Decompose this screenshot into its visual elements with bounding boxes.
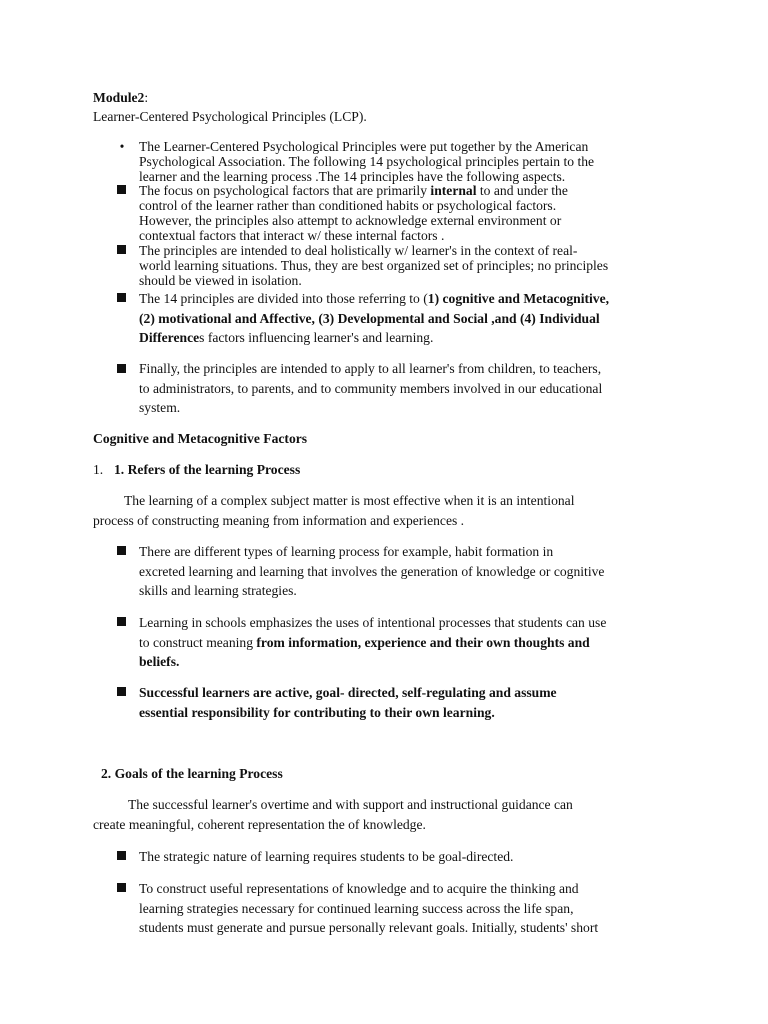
section-heading: Cognitive and Metacognitive Factors: [93, 431, 308, 446]
square-bullet-icon: [117, 883, 126, 892]
intro-bullet-4: The 14 principles are divided into those referring to (1) cognitive and Metacognitive, (2) motivational and Affective, (3) Developmental and Social ,and (4) Individual Differences factors influencing learner's and learning.: [139, 291, 610, 345]
intro-bullet-1: The Learner-Centered Psychological Principles were put together by the American Psychological Association. The following 14 psychological principles pertain to the learner and the learning process .The 14 principles have the following aspects.: [139, 139, 595, 184]
section1-para-line-2: process of constructing meaning from information and experiences .: [93, 513, 465, 528]
section2-bullet-1: The strategic nature of learning requires students to be goal-directed.: [139, 849, 514, 864]
section-subheading: 1. Refers of the learning Process: [114, 462, 301, 477]
section-subheading: 2. Goals of the learning Process: [101, 766, 283, 781]
intro-bullet-5: Finally, the principles are intended to apply to all learner's from children, to teachers, to administrators, to parents, and to community members involved in our educational system.: [139, 361, 603, 415]
section1-bullet-2: Learning in schools emphasizes the uses of intentional processes that students can use to construct meaning from information, experience and their own thoughts and beliefs.: [139, 615, 607, 669]
square-bullet-icon: [117, 617, 126, 626]
module-subtitle: Learner-Centered Psychological Principles (LCP).: [93, 109, 367, 124]
section-number: 1.: [93, 462, 104, 477]
section2-para-line-2: create meaningful, coherent representation the of knowledge.: [93, 817, 426, 832]
section1-para-line-1: The learning of a complex subject matter is most effective when it is an intentional: [124, 493, 575, 508]
section1-bullet-1: There are different types of learning process for example, habit formation in excreted learning and learning that involves the generation of knowledge or cognitive skills and learning strategies.: [139, 544, 605, 598]
section1-bullet-3: Successful learners are active, goal- directed, self-regulating and assume essential responsibility for contributing to their own learning.: [139, 685, 557, 720]
square-bullet-icon: [117, 245, 126, 254]
square-bullet-icon: [117, 546, 126, 555]
module-title: Module2:: [93, 90, 149, 105]
intro-bullet-2: The focus on psychological factors that are primarily internal to and under the control of the learner rather than conditioned habits or psychological factors. However, the principles also attempt to acknowledge external environment or contextual factors that interact w/ these internal factors .: [139, 183, 568, 243]
intro-bullet-3: The principles are intended to deal holistically w/ learner's in the context of real- world learning situations. Thus, they are best organized set of principles; no principles should be viewed in isolation.: [139, 243, 609, 288]
square-bullet-icon: [117, 293, 126, 302]
square-bullet-icon: [117, 851, 126, 860]
square-bullet-icon: [117, 687, 126, 696]
bullet-dot-icon: •: [119, 139, 125, 154]
section2-para-line-1: The successful learner's overtime and with support and instructional guidance can: [128, 797, 573, 812]
square-bullet-icon: [117, 364, 126, 373]
section2-bullet-2: To construct useful representations of knowledge and to acquire the thinking and learning strategies necessary for continued learning success across the life span, students must generate and pursue personally relevant goals. Initially, students' short: [139, 881, 599, 935]
square-bullet-icon: [117, 185, 126, 194]
